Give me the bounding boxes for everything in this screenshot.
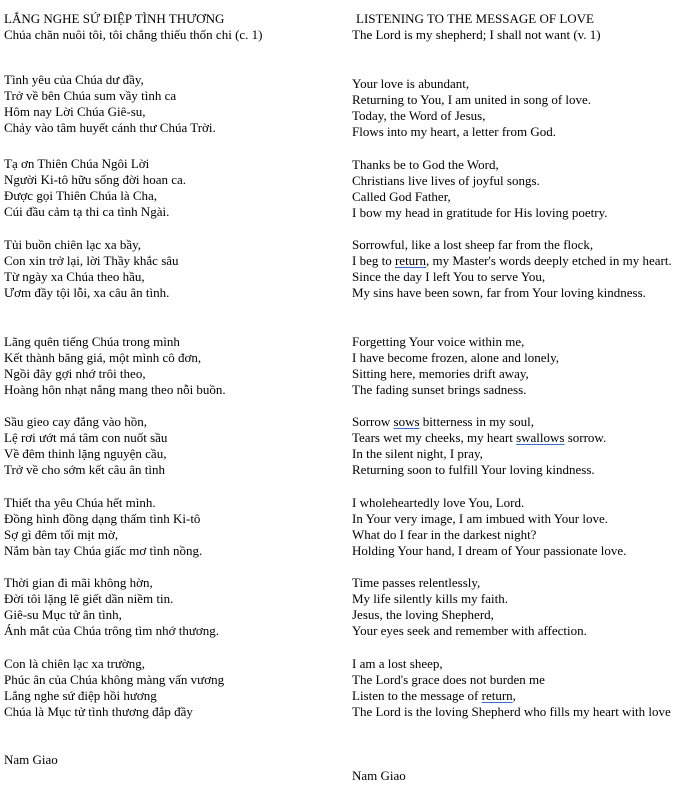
poem-line: Người Ki-tô hữu sống đời hoan ca. bbox=[4, 172, 187, 187]
vietnamese-poem-column bbox=[4, 11, 334, 767]
english-poem-column bbox=[352, 11, 674, 783]
poem-line: Hôm nay Lời Chúa Giê-su, bbox=[4, 104, 146, 119]
stanza bbox=[352, 334, 674, 398]
stanza bbox=[4, 72, 334, 136]
poem-line: My life silently kills my faith. bbox=[352, 591, 508, 606]
stanza bbox=[352, 414, 674, 478]
poem-line: Đời tôi lặng lẽ giết dần niềm tin. bbox=[4, 591, 174, 606]
poem-line: Your eyes seek and remember with affection. bbox=[352, 623, 587, 638]
poem-line: Được gọi Thiên Chúa là Cha, bbox=[4, 188, 158, 203]
poem-line: I bow my head in gratitude for His loving poetry. bbox=[352, 205, 608, 220]
poem-line: In Your very image, I am imbued with Your love. bbox=[352, 511, 609, 526]
poem-line: Trở về cho sớm kết câu ân tình bbox=[4, 462, 165, 477]
poem-line: Sitting here, memories drift away, bbox=[352, 366, 529, 381]
poem-line: What do I fear in the darkest night? bbox=[352, 527, 537, 542]
poem-line: Time passes relentlessly, bbox=[352, 575, 481, 590]
poem-line: Nắm bàn tay Chúa giấc mơ tình nồng. bbox=[4, 543, 203, 558]
stanza bbox=[352, 157, 674, 221]
poem-title-english: LISTENING TO THE MESSAGE OF LOVE bbox=[356, 11, 594, 26]
poem-line: Từ ngày xa Chúa theo hầu, bbox=[4, 269, 145, 284]
poem-line: I beg to return, my Master's words deeply etched in my heart. bbox=[352, 253, 672, 268]
poem-line: Chảy vào tâm huyết cánh thư Chúa Trời. bbox=[4, 120, 216, 135]
poem-line: Thanks be to God the Word, bbox=[352, 157, 499, 172]
poem-line: Ngồi đây gợi nhớ trôi theo, bbox=[4, 366, 146, 381]
poem-line: Thiết tha yêu Chúa hết mình. bbox=[4, 495, 156, 510]
stanza bbox=[352, 575, 674, 639]
poem-line: The Lord is the loving Shepherd who fills my heart with love bbox=[352, 704, 671, 719]
stanza bbox=[4, 656, 334, 720]
poem-line: Returning to You, I am united in song of love. bbox=[352, 92, 592, 107]
poem-line: I have become frozen, alone and lonely, bbox=[352, 350, 560, 365]
poem-line: Con xin trở lại, lời Thầy khắc sâu bbox=[4, 253, 179, 268]
poem-line: My sins have been sown, far from Your loving kindness. bbox=[352, 285, 646, 300]
poem-line: Holding Your hand, I dream of Your passionate love. bbox=[352, 543, 627, 558]
poem-line: Ươm đầy tội lỗi, xa câu ân tình. bbox=[4, 285, 170, 300]
spellcheck-underlined-word: sows bbox=[393, 414, 420, 429]
poem-line: Tears wet my cheeks, my heart swallows sorrow. bbox=[352, 430, 607, 445]
poem-line: Về đêm thinh lặng nguyện cầu, bbox=[4, 446, 167, 461]
poem-line: Lệ rơi ướt má tâm con nuốt sầu bbox=[4, 430, 168, 445]
stanza bbox=[4, 414, 334, 478]
spellcheck-underlined-word: swallows bbox=[516, 430, 565, 445]
poem-line: In the silent night, I pray, bbox=[352, 446, 483, 461]
stanza bbox=[4, 575, 334, 639]
stanza bbox=[352, 495, 674, 559]
poem-title-vietnamese: LẮNG NGHE SỨ ĐIỆP TÌNH THƯƠNG bbox=[4, 11, 225, 26]
stanza bbox=[4, 237, 334, 301]
poem-line: Jesus, the loving Shepherd, bbox=[352, 607, 494, 622]
poem-line: Sorrow sows bitterness in my soul, bbox=[352, 414, 535, 429]
poem-line: Flows into my heart, a letter from God. bbox=[352, 124, 556, 139]
poem-line: Chúa là Mục tử tình thương đắp đầy bbox=[4, 704, 193, 719]
stanza bbox=[352, 76, 674, 140]
poem-line: Lắng nghe sứ điệp hồi hương bbox=[4, 688, 157, 703]
poem-line: Đồng hình đồng dạng thấm tình Ki-tô bbox=[4, 511, 201, 526]
poem-line: Called God Father, bbox=[352, 189, 451, 204]
poem-line: Trở về bên Chúa sum vầy tình ca bbox=[4, 88, 177, 103]
poem-line: The Lord's grace does not burden me bbox=[352, 672, 545, 687]
author-signature-vietnamese: Nam Giao bbox=[4, 752, 58, 767]
poem-line: Returning soon to fulfill Your loving kindness. bbox=[352, 462, 595, 477]
poem-line: I wholeheartedly love You, Lord. bbox=[352, 495, 525, 510]
spellcheck-underlined-word: return bbox=[481, 688, 513, 703]
poem-line: Kết thành băng giá, một mình cô đơn, bbox=[4, 350, 202, 365]
stanza bbox=[4, 156, 334, 220]
poem-line: Forgetting Your voice within me, bbox=[352, 334, 525, 349]
stanza bbox=[4, 334, 334, 398]
poem-line: Sorrowful, like a lost sheep far from the flock, bbox=[352, 237, 594, 252]
poem-line: Hoàng hôn nhạt nắng mang theo nỗi buồn. bbox=[4, 382, 226, 397]
poem-subtitle-english: The Lord is my shepherd; I shall not want (v. 1) bbox=[352, 27, 601, 42]
poem-line: Your love is abundant, bbox=[352, 76, 470, 91]
poem-line: Lãng quên tiếng Chúa trong mình bbox=[4, 334, 180, 349]
spellcheck-underlined-word: return bbox=[394, 253, 427, 268]
poem-line: Phúc ân của Chúa không màng vấn vương bbox=[4, 672, 225, 687]
poem-line: Sầu gieo cay đắng vào hồn, bbox=[4, 414, 147, 429]
poem-line: Tình yêu của Chúa dư đầy, bbox=[4, 72, 144, 87]
poem-line: Tạ ơn Thiên Chúa Ngôi Lời bbox=[4, 156, 150, 171]
poem-line: The fading sunset brings sadness. bbox=[352, 382, 527, 397]
poem-line: Giê-su Mục tử ân tình, bbox=[4, 607, 122, 622]
poem-line: Ánh mắt của Chúa trông tìm nhớ thương. bbox=[4, 623, 220, 638]
poem-line: Tủi buồn chiên lạc xa bầy, bbox=[4, 237, 142, 252]
poem-line: Listen to the message of return, bbox=[352, 688, 516, 703]
poem-line: Sợ gì đêm tối mịt mờ, bbox=[4, 527, 119, 542]
poem-line: Since the day I left You to serve You, bbox=[352, 269, 546, 284]
poem-line: Christians live lives of joyful songs. bbox=[352, 173, 540, 188]
author-signature-english: Nam Giao bbox=[352, 768, 406, 783]
stanza bbox=[4, 495, 334, 559]
stanza bbox=[352, 656, 674, 720]
poem-line: I am a lost sheep, bbox=[352, 656, 443, 671]
stanza bbox=[352, 237, 674, 301]
poem-line: Today, the Word of Jesus, bbox=[352, 108, 486, 123]
poem-subtitle-vietnamese: Chúa chăn nuôi tôi, tôi chẳng thiếu thốn chi (c. 1) bbox=[4, 27, 263, 42]
poem-line: Thời gian đi mãi không hờn, bbox=[4, 575, 153, 590]
poem-line: Cúi đầu cảm tạ thi ca tình Ngài. bbox=[4, 204, 170, 219]
poem-line: Con là chiên lạc xa trường, bbox=[4, 656, 145, 671]
